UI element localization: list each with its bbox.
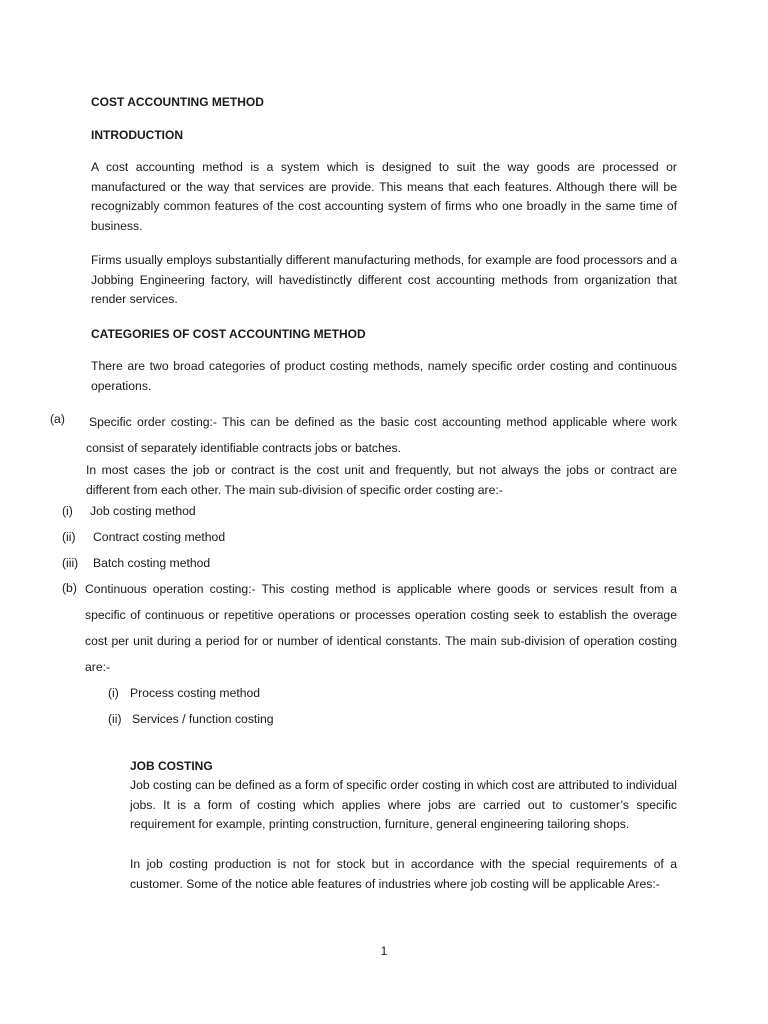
page-number: 1 [380, 944, 388, 958]
section-a-item-2-label: Contract costing method [93, 530, 226, 544]
categories-heading: CATEGORIES OF COST ACCOUNTING METHOD [91, 327, 366, 341]
section-a-item-1-label: Job costing method [90, 504, 196, 518]
section-a-item-1-marker: (i) [62, 504, 73, 518]
section-b-text: Continuous operation costing:- This costing method is applicable where goods or services result from a specific of continuous or repetitive operations or processes operation costing seek to establish the overage cost per unit during a period for or number of identical constants. The main sub-division of operation costing are:- [85, 582, 677, 674]
section-a-item-3-label: Batch costing method [93, 556, 211, 570]
categories-paragraph: There are two broad categories of product costing methods, namely specific order costing and continuous operations. [91, 359, 677, 393]
section-b-marker: (b) [62, 581, 77, 595]
section-b-item-2-marker: (ii) [108, 712, 122, 726]
job-costing-paragraph-2: In job costing production is not for stock but in accordance with the special requirements of a customer. Some of the notice able features of industries where job costing will be applicable Ares:- [130, 857, 677, 891]
section-a-marker: (a) [50, 412, 65, 426]
section-a-text: Specific order costing:- This can be defined as the basic cost accounting method applicable where work consist of separately identifiable contracts jobs or batches. [86, 415, 677, 455]
section-a-item-2-marker: (ii) [62, 530, 76, 544]
job-costing-paragraph-1: Job costing can be defined as a form of specific order costing in which cost are attributed to individual jobs. It is a form of costing which applies where jobs are carried out to customer’s specific requirement for example, printing construction, furniture, general engineering tailoring shops. [130, 778, 677, 832]
section-a-item-3-marker: (iii) [62, 556, 79, 570]
section-b-item-1-label: Process costing method [130, 686, 261, 700]
introduction-heading: INTRODUCTION [91, 128, 183, 142]
intro-paragraph-2: Firms usually employs substantially different manufacturing methods, for example are food processors and a Jobbing Engineering factory, will havedistinctly different cost accounting methods from organization that render services. [91, 253, 677, 307]
document-title: COST ACCOUNTING METHOD [91, 95, 264, 109]
intro-paragraph-1: A cost accounting method is a system which is designed to suit the way goods are processed or manufactured or the way that services are provide. This means that each features. Although there will be recognizably common features of the cost accounting system of firms who one broadly in the same time of business. [91, 160, 677, 234]
section-a-followup: In most cases the job or contract is the cost unit and frequently, but not always the jobs or contract are different from each other. The main sub-division of specific order costing are:- [86, 463, 677, 497]
section-b-item-1-marker: (i) [108, 686, 119, 700]
section-b-item-2-label: Services / function costing [132, 712, 274, 726]
job-costing-heading: JOB COSTING [130, 759, 213, 773]
